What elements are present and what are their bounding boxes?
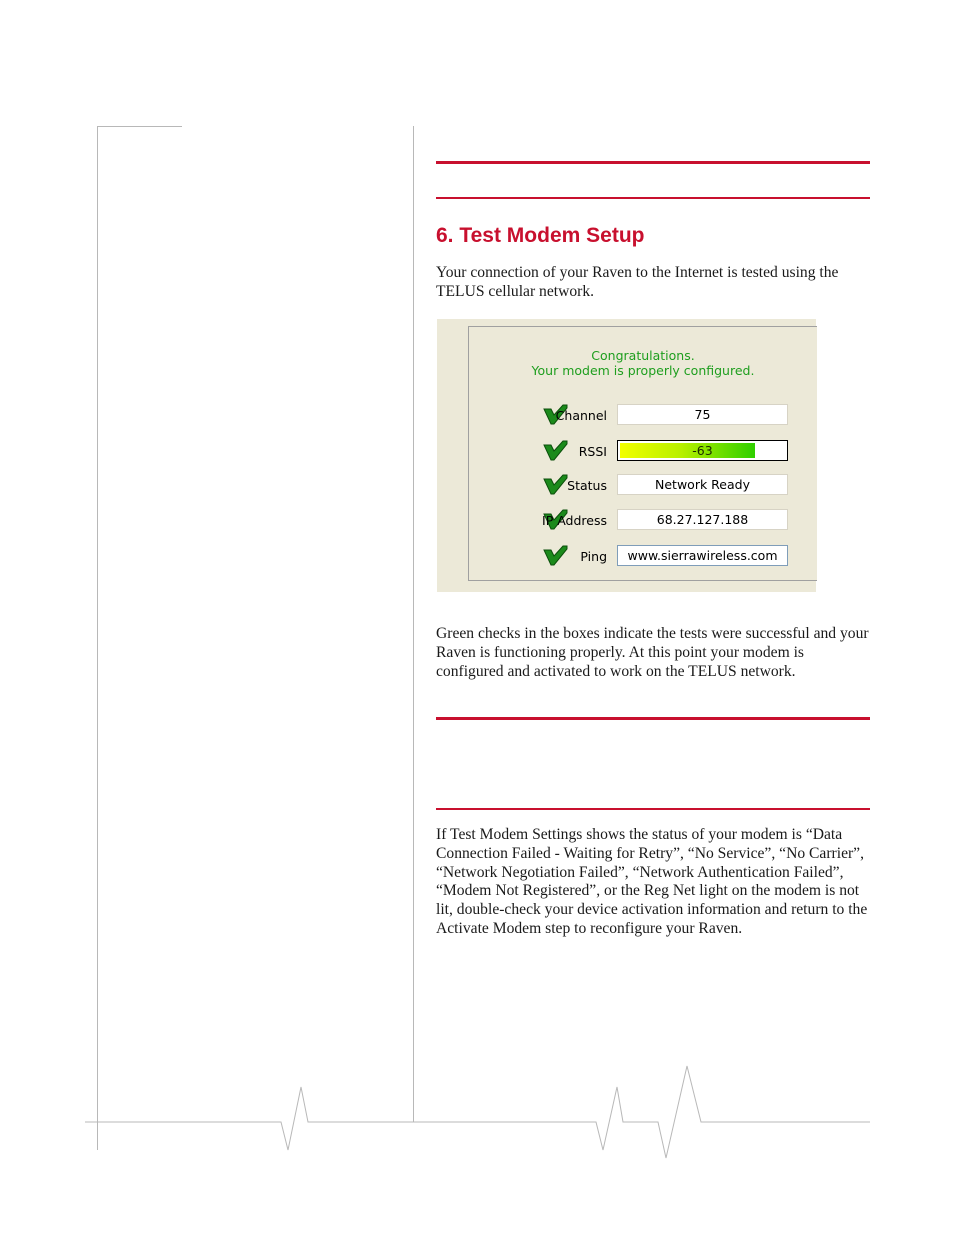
ping-field: www.sierrawireless.com [617,545,788,566]
ping-label: Ping [580,549,607,564]
rssi-value: -63 [692,443,713,458]
check-icon [542,440,568,462]
ip-address-field: 68.27.127.188 [617,509,788,530]
ping-row [469,545,817,571]
congrats-line-1: Congratulations. [591,348,695,363]
channel-label: Channel [555,408,607,423]
rssi-label: RSSI [578,444,607,459]
result-paragraph: Green checks in the boxes indicate the tests were successful and your Raven is functioning properly. At this point your modem is configured and activated to work on the TELUS network. [436,625,869,680]
ip-address-row [469,509,817,535]
note-bottom-rule [436,808,870,810]
check-icon [542,545,568,567]
section-heading: 6. Test Modem Setup [436,224,645,247]
modem-test-screenshot [437,319,816,592]
top-accent-rule [436,161,870,164]
note-top-rule [436,717,870,720]
troubleshoot-paragraph: If Test Modem Settings shows the status of your modem is “Data Connection Failed - Waiting for Retry”, “No Service”, “No Carrier”, “Network Negotiation Failed”, “Network Authentication Failed”, “Modem Not Registered”, or the Reg Net light on the modem is not lit, double-check your device activation information and return to the Activate Modem step to reconfigure your Raven. [436,826,868,937]
section-accent-rule [436,197,870,199]
ip-address-label: IP Address [542,513,607,528]
intro-paragraph: Your connection of your Raven to the Internet is tested using the TELUS cellular network. [436,264,839,300]
congrats-line-2: Your modem is properly configured. [531,363,755,378]
status-field: Network Ready [617,474,788,495]
status-label: Status [567,478,607,493]
rssi-signal-meter [617,440,788,461]
check-icon [542,474,568,496]
status-row [469,474,817,500]
rssi-row [469,440,817,466]
channel-field: 75 [617,404,788,425]
test-results-panel [468,326,817,581]
channel-row [469,404,817,430]
